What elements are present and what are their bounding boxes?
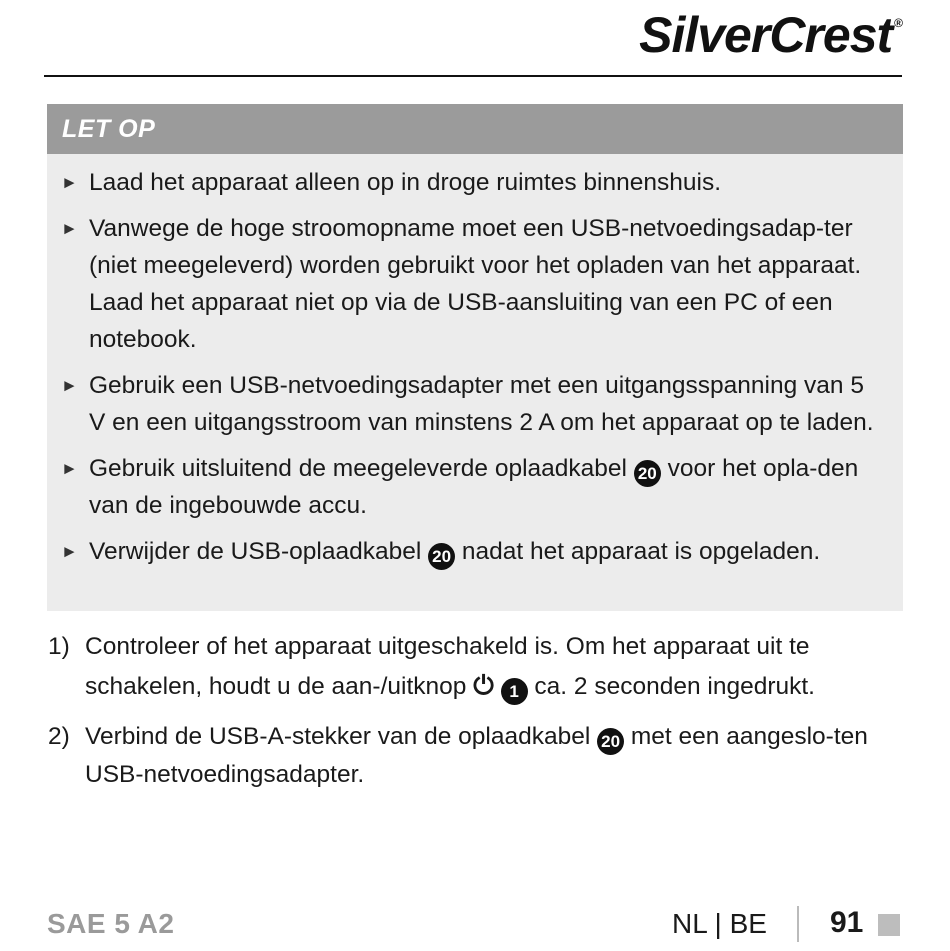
notice-box	[47, 104, 903, 611]
step-2	[48, 718, 898, 794]
notice-item	[61, 210, 883, 358]
notice-header	[47, 104, 903, 154]
notice-item-text: Laad het apparaat alleen op in droge ruimtes binnenshuis.	[89, 169, 721, 196]
page-number: 91	[830, 906, 864, 939]
notice-title: LET OP	[62, 114, 156, 143]
registered-mark: ®	[894, 16, 902, 30]
instruction-steps	[48, 628, 898, 806]
step-number: 1)	[48, 633, 70, 660]
header-rule	[44, 75, 902, 77]
model-number: SAE 5 A2	[47, 908, 175, 939]
notice-item-text: Vanwege de hoge stroomopname moet een USB-netvoedingsadap-ter (niet meegeleverd) worden gebruikt voor het opladen van het apparaat. Laad het apparaat niet op via de USB-aansluiting van een PC of een notebook.	[89, 215, 862, 353]
part-number-badge: 20	[428, 543, 455, 570]
notice-list	[47, 154, 903, 570]
triangle-right-icon: ►	[61, 459, 78, 478]
brand-name: SilverCrest	[639, 7, 893, 63]
step-1	[48, 628, 898, 706]
step-text: Controleer of het apparaat uitgeschakeld is. Om het apparaat uit te schakelen, houdt u de aan-/uitknop ⏻ 1 ca. 2 seconden ingedrukt.	[85, 628, 898, 706]
step-text: Verbind de USB-A-stekker van de oplaadkabel 20 met een aangeslo-ten USB-netvoedingsadapter.	[85, 723, 868, 788]
triangle-right-icon: ►	[61, 542, 78, 561]
notice-item-text: Verwijder de USB-oplaadkabel 20 nadat het apparaat is opgeladen.	[89, 533, 820, 570]
triangle-right-icon: ►	[61, 219, 78, 238]
page-marker-square	[878, 914, 900, 936]
triangle-right-icon: ►	[61, 173, 78, 192]
notice-item	[61, 533, 883, 570]
notice-item	[61, 164, 883, 201]
language-code: NL | BE	[672, 908, 767, 939]
footer-divider	[797, 906, 799, 942]
part-number-badge: 20	[634, 460, 661, 487]
part-number-badge: 1	[501, 678, 528, 705]
notice-item	[61, 450, 883, 524]
notice-item-text: Gebruik een USB-netvoedingsadapter met een uitgangsspanning van 5 V en een uitgangsstroom van minstens 2 A om het apparaat op te laden.	[89, 372, 874, 436]
triangle-right-icon: ►	[61, 376, 78, 395]
part-number-badge: 20	[597, 728, 624, 755]
brand-logo	[639, 6, 902, 64]
notice-item-text: Gebruik uitsluitend de meegeleverde oplaadkabel 20 voor het opla-den van de ingebouwde accu.	[89, 455, 859, 519]
notice-item	[61, 367, 883, 441]
step-number: 2)	[48, 723, 70, 750]
power-icon: ⏻	[473, 670, 494, 700]
